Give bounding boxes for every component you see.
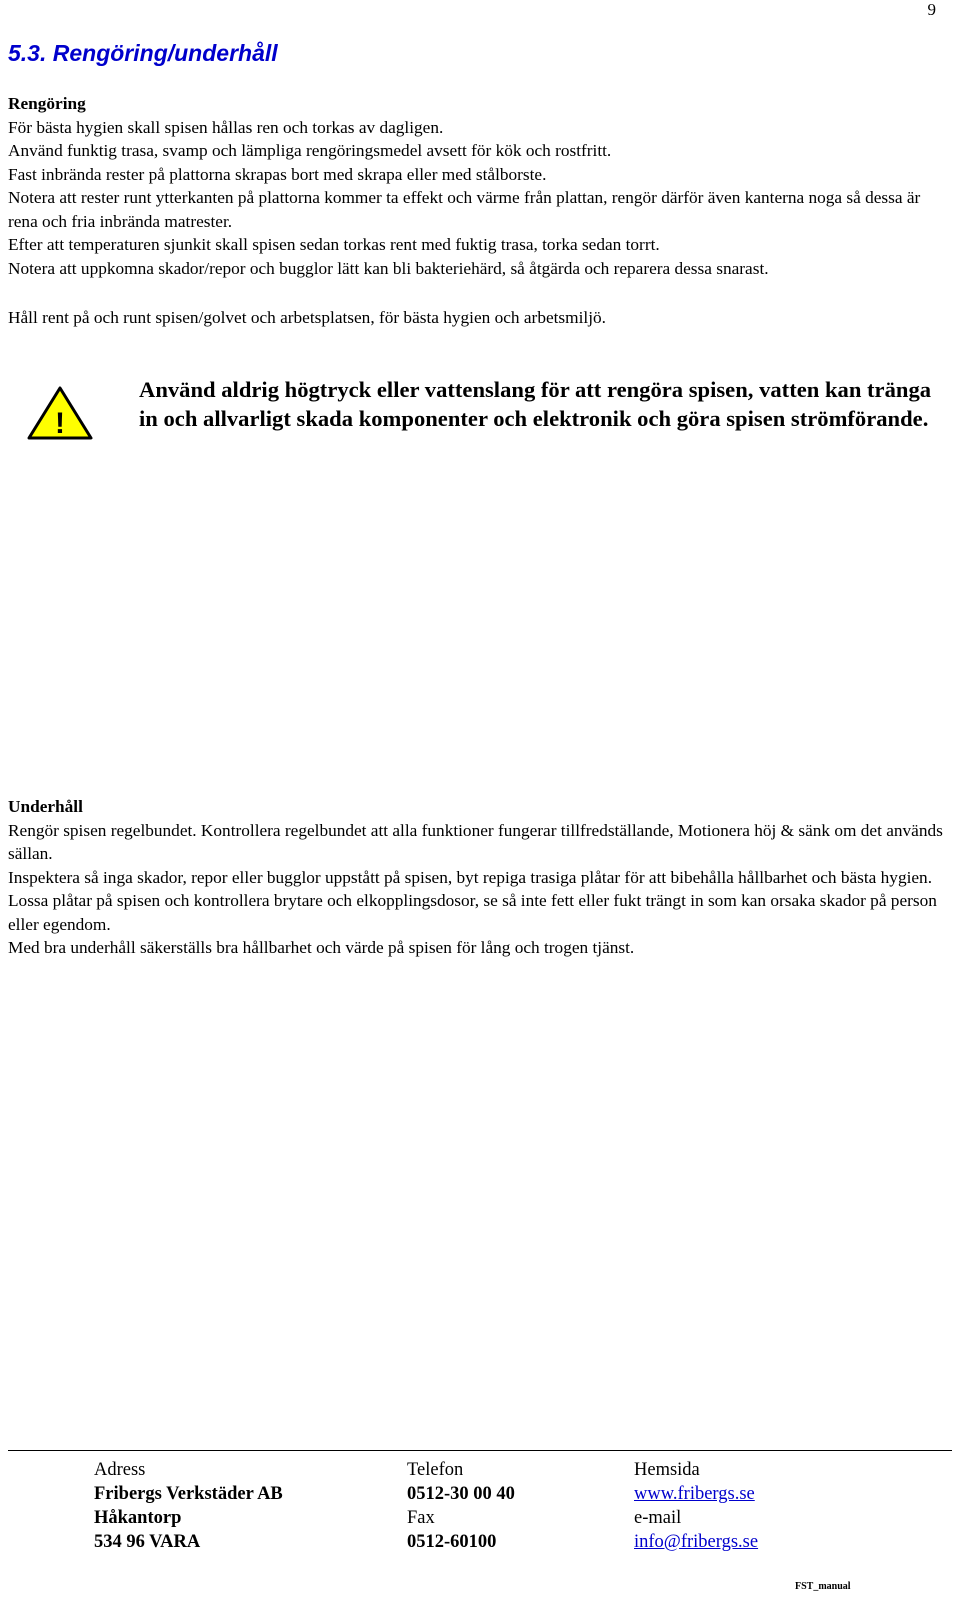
page-number: 9 (927, 0, 936, 19)
email-link[interactable]: info@fribergs.se (634, 1532, 759, 1552)
maintenance-line: Med bra underhåll säkerställs bra hållbarhet och värde på spisen för lång och trogen tjänst. (8, 938, 635, 957)
warning-text: Använd aldrig högtryck eller vattenslang för att rengöra spisen, vatten kan tränga in och allvarligt skada komponenter och elektronik och göra spisen strömförande. (139, 377, 932, 431)
footer-address-column (94, 1458, 283, 1554)
footer-divider (8, 1450, 952, 1451)
phone-label: Telefon (407, 1460, 464, 1480)
footer (0, 1458, 960, 1578)
maintenance-line: Inspektera så inga skador, repor eller bugglor uppstått på spisen, byt repiga trasiga plåtar för att bibehålla hållbarhet och bästa hygien. (8, 867, 933, 887)
cleaning-line: Använd funktig trasa, svamp och lämpliga rengöringsmedel avsett för kök och rostfritt. (8, 141, 612, 160)
cleaning-line: Notera att uppkomna skador/repor och bugglor lätt kan bli bakteriehärd, så åtgärda och reparera dessa snarast. (8, 258, 769, 278)
cleaning-line: Efter att temperaturen sjunkit skall spisen sedan torkas rent med fuktig trasa, torka sedan torrt. (8, 235, 660, 254)
maintenance-heading: Underhåll (8, 797, 83, 816)
document-code: FST_manual (795, 1581, 851, 1592)
section-title: 5.3. Rengöring/underhåll (8, 40, 278, 66)
website-label: Hemsida (634, 1460, 700, 1480)
website-link[interactable]: www.fribergs.se (634, 1484, 755, 1504)
cleaning-heading: Rengöring (8, 94, 86, 113)
warning-exclamation: ! (55, 407, 65, 440)
hygiene-note: Håll rent på och runt spisen/golvet och arbetsplatsen, för bästa hygien och arbetsmiljö. (8, 308, 606, 327)
cleaning-line: För bästa hygien skall spisen hållas ren och torkas av dagligen. (8, 117, 444, 137)
cleaning-line: Fast inbrända rester på plattorna skrapas bort med skrapa eller med stålborste. (8, 164, 547, 184)
email-label: e-mail (634, 1508, 682, 1528)
street-address: Håkantorp (94, 1508, 182, 1528)
footer-phone-column (407, 1458, 515, 1554)
postal-city: 534 96 VARA (94, 1532, 201, 1552)
phone-number: 0512-30 00 40 (407, 1484, 515, 1504)
warning-triangle-icon (26, 385, 94, 441)
fax-label: Fax (407, 1508, 435, 1528)
footer-web-column (634, 1458, 758, 1554)
maintenance-section (8, 795, 948, 960)
maintenance-line: Rengör spisen regelbundet. Kontrollera regelbundet att alla funktioner fungerar tillfredställande, Motionera höj & sänk om det används sällan. (8, 820, 943, 863)
cleaning-section (8, 92, 948, 280)
fax-number: 0512-60100 (407, 1532, 497, 1552)
maintenance-line: Lossa plåtar på spisen och kontrollera brytare och elkopplingsdosor, se så inte fett eller fukt trängt in som kan orsaka skador på person eller egendom. (8, 891, 937, 934)
company-name: Fribergs Verkstäder AB (94, 1484, 283, 1504)
address-label: Adress (94, 1460, 146, 1480)
cleaning-line: Notera att rester runt ytterkanten på plattorna kommer ta effekt och värme från plattan, rengör därför även kanterna noga så dessa är rena och fria inbrända matrester. (8, 188, 921, 231)
